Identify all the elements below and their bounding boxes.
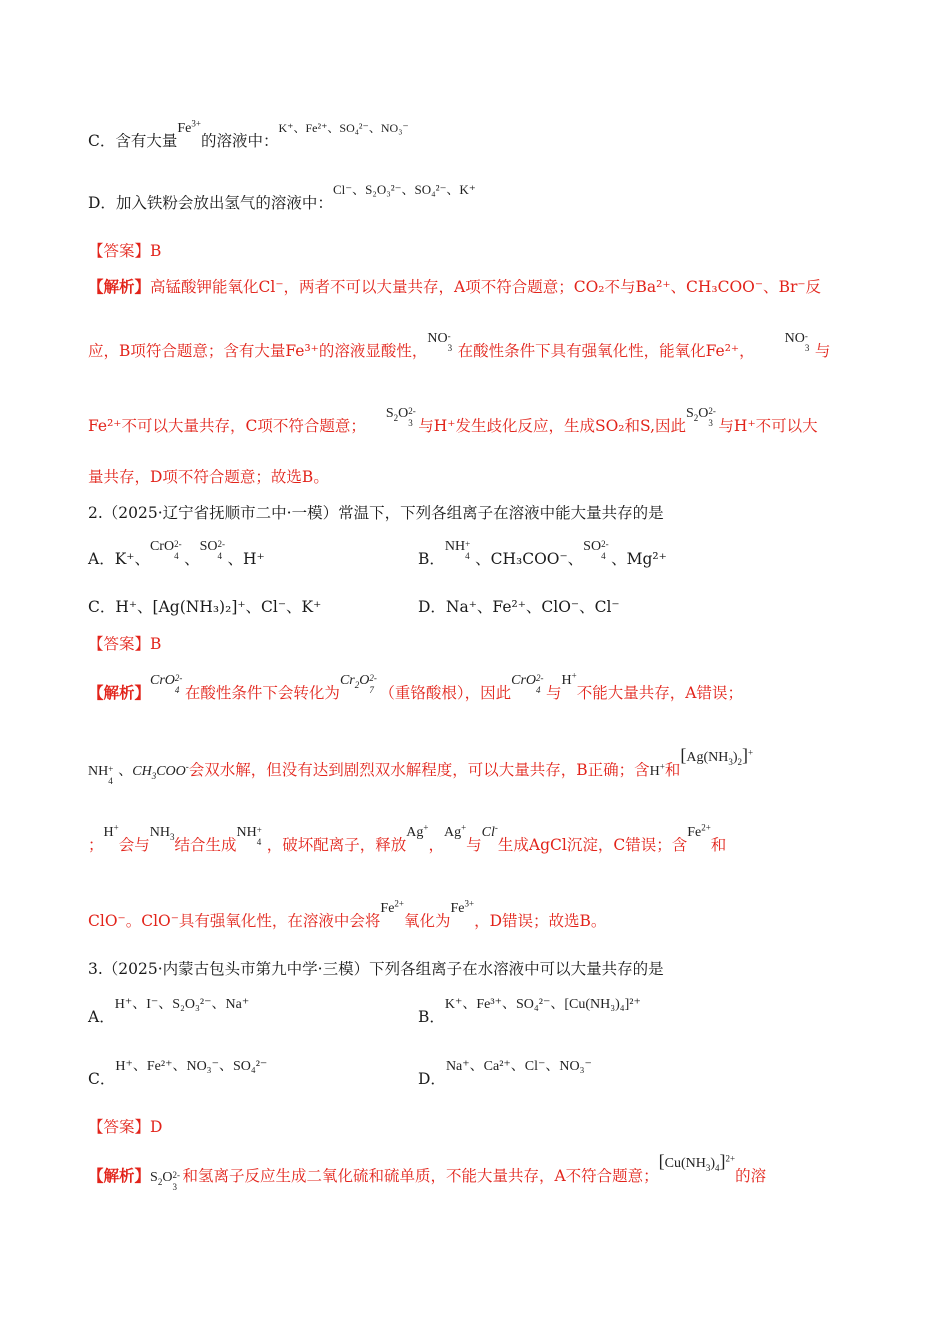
option-d-ions: Cl⁻、S₂O₃²⁻、SO₄²⁻、K⁺ xyxy=(332,182,476,197)
q3-stem: 3.（2025·内蒙古包头市第九中学·三模）下列各组离子在水溶液中可以大量共存的是 xyxy=(88,960,664,978)
q2-analysis-line1: 【解析】CrO 2- 4 在酸性条件下会转化为$Cr_2O$ 2- 7 （重铬酸根），因此CrO 2- 4 与H+不能大量共存，A错误； xyxy=(88,670,743,702)
s2o3-formula-3: $S_2O$ 2- 3 xyxy=(150,1170,180,1192)
cro4-italic: CrO 2- 4 xyxy=(150,673,183,695)
q2-option-a: A．K⁺、CrO 2- 4 、SO 2- 4 、H⁺ xyxy=(88,539,265,568)
q3-option-c: C．H⁺、Fe²⁺、NO₃⁻、SO₄²⁻ xyxy=(88,1059,268,1088)
q3-option-a: A．H⁺、I⁻、S₂O₃²⁻、Na⁺ xyxy=(88,997,250,1026)
cro4-italic-2: CrO 2- 4 xyxy=(511,673,544,695)
q2-answer: 【答案】B xyxy=(88,635,162,653)
nh3-formula: $NH_3$ xyxy=(149,825,175,842)
fe3-plus: $Fe^{3+}$ xyxy=(450,898,475,916)
nh4-formula-3: NH + 4 xyxy=(236,825,262,847)
q2-analysis-line4: ClO⁻。ClO⁻具有强氧化性，在溶液中会将$Fe^{2+}$氧化为$Fe^{3+}$，D错误；故选B。 xyxy=(88,898,607,930)
q1-analysis-line2: 应，B项符合题意；含有大量Fe³⁺的溶液显酸性，NO - 3 在酸性条件下具有强氧化性，能氧化Fe²⁺，NO - 3 与 xyxy=(88,331,831,360)
no3-formula: NO - 3 xyxy=(427,331,453,353)
q2-option-d: D．Na⁺、Fe²⁺、ClO⁻、Cl⁻ xyxy=(418,598,620,616)
q1-analysis-line3: Fe²⁺不可以大量共存，C项不符合题意；$S_2O$ 2- 3 与H⁺发生歧化反应，生成SO₂和S,因此$S_2O$ 2- 3 与H⁺不可以大 xyxy=(88,406,818,435)
q3-option-d: D．Na⁺、Ca²⁺、Cl⁻、NO₃⁻ xyxy=(418,1059,592,1088)
cl-minus: Cl- xyxy=(481,822,498,840)
q2-option-c: C．H⁺、[Ag(NH₃)₂]⁺、Cl⁻、K⁺ xyxy=(88,598,322,616)
h-plus-3: H+ xyxy=(103,822,119,840)
cu-nh3-complex: $[Cu(NH_3)_4]^{2+}$ xyxy=(658,1151,736,1173)
option-d: D．加入铁粉会放出氢气的溶液中：$^{Cl^-、S_2O_3^{2-}、SO_4^{2-}、K^+}$ xyxy=(88,182,476,212)
fe2-plus: $Fe^{2+}$ xyxy=(687,822,711,840)
fe2-plus-2: $Fe^{2+}$ xyxy=(380,898,404,916)
q3-option-b: B．K⁺、Fe³⁺、SO₄²⁻、[Cu(NH₃)₄]²⁺ xyxy=(418,997,641,1026)
q3-analysis-line1: 【解析】$S_2O$ 2- 3 和氢离子反应生成二氧化硫和硫单质，不能大量共存，A不符合题意；$[Cu(NH_3)_4]^{2+}$的溶 xyxy=(88,1151,767,1192)
h-plus-2: H+ xyxy=(649,761,665,779)
analysis-tag: 【解析】 xyxy=(88,277,151,296)
ag-nh3-complex: $[Ag(NH_3)_2]^+$ xyxy=(680,745,754,767)
q2-stem: 2.（2025·辽宁省抚顺市二中·一模）常温下，下列各组离子在溶液中能大量共存的是 xyxy=(88,504,664,522)
option-c: C．含有大量$Fe^{3+}$的溶液中：$^{K^+、Fe^{2+}、SO_4^{2-}、NO_3^-}$ xyxy=(88,118,409,150)
no3-formula-2: NO - 3 xyxy=(784,331,810,353)
option-c-ions: K⁺、Fe²⁺、SO₄²⁻、NO₃⁻ xyxy=(278,121,409,135)
cro4-formula: CrO 2- 4 xyxy=(149,539,182,561)
h-plus: H+ xyxy=(561,670,577,688)
q1-answer: 【答案】B xyxy=(88,242,162,260)
s2o3-formula: $S_2O$ 2- 3 xyxy=(385,406,416,428)
q2-analysis-line2: NH + 4 、$CH_3COO^-$会双水解，但没有达到剧烈双水解程度，可以大量共存，B正确；含H+和$[Ag(NH_3)_2]^+$ xyxy=(88,745,754,786)
q1-analysis-line1: 【解析】高锰酸钾能氧化Cl⁻，两者不可以大量共存，A项不符合题意；CO₂不与Ba²⁺、CH₃COO⁻、Br⁻反 xyxy=(88,277,822,296)
q2-analysis-line3: ；H+会与$NH_3$结合生成NH + 4 ，破坏配离子，释放Ag+，Ag+与Cl-生成AgCl沉淀，C错误；含$Fe^{2+}$和 xyxy=(88,822,727,854)
cr2o7-formula: $Cr_2O$ 2- 7 xyxy=(339,673,377,695)
fe3-formula: $Fe^{3+}$ xyxy=(177,118,201,136)
nh4-formula-2: NH + 4 、$CH_3COO^-$ xyxy=(88,761,189,786)
ag-plus-2: Ag+ xyxy=(443,822,467,840)
q2-option-b: B．NH + 4 、CH₃COO⁻、SO 2- 4 、Mg²⁺ xyxy=(418,539,667,568)
so4-formula: SO 2- 4 xyxy=(199,539,226,561)
q3-answer: 【答案】D xyxy=(88,1118,163,1136)
nh4-formula: NH + 4 xyxy=(444,539,471,561)
ag-plus: Ag+ xyxy=(406,822,429,840)
so4-formula-b: SO 2- 4 xyxy=(583,539,609,561)
q1-analysis-line4: 量共存，D项不符合题意；故选B。 xyxy=(88,468,329,486)
s2o3-formula-2: $S_2O$ 2- 3 xyxy=(686,406,716,428)
